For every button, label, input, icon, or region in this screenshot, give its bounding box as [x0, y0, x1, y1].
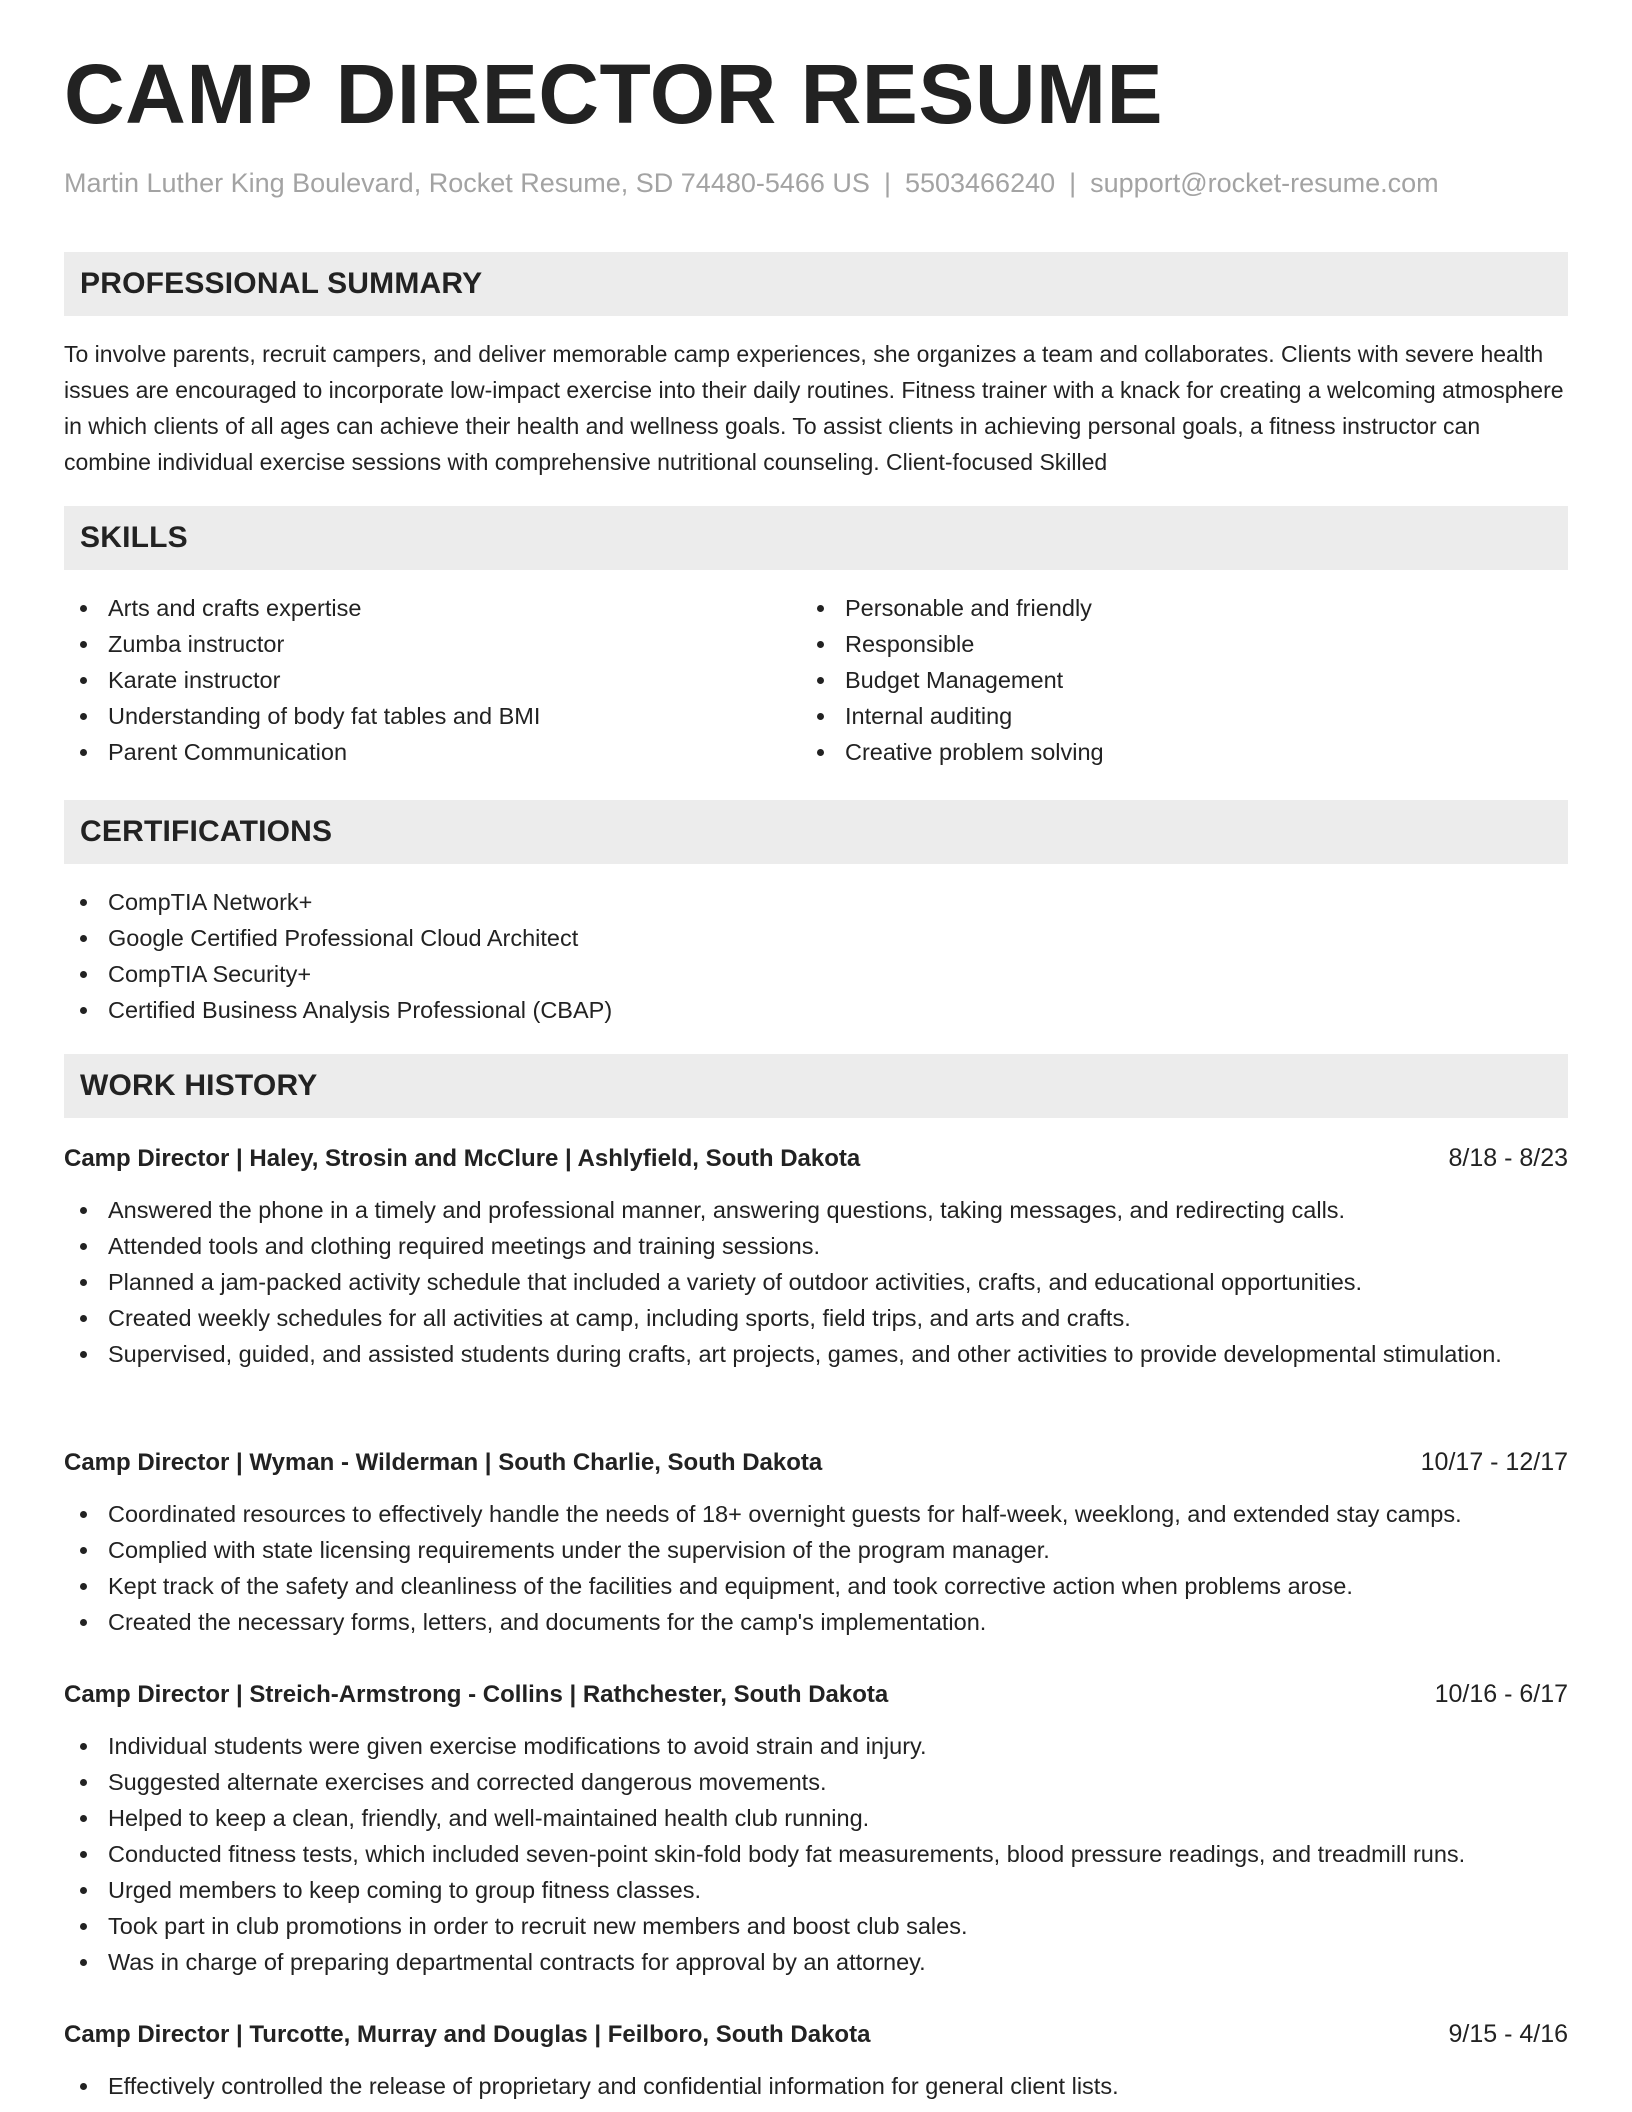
- skill-item: Parent Communication: [64, 734, 804, 770]
- skill-item: Creative problem solving: [801, 734, 1541, 770]
- job-bullet: Effectively controlled the release of proprietary and confidential information for general client lists.: [64, 2068, 1568, 2104]
- job-title: Camp Director | Haley, Strosin and McClure | Ashlyfield, South Dakota: [64, 1145, 861, 1172]
- job-header: [64, 2016, 1568, 2052]
- job-title: Camp Director | Streich-Armstrong - Collins | Rathchester, South Dakota: [64, 1681, 889, 1708]
- job-dates: 8/18 - 8/23: [1448, 1144, 1568, 1172]
- contact-phone: 5503466240: [904, 168, 1056, 198]
- job-bullet: Individual students were given exercise modifications to avoid strain and injury.: [64, 1728, 1568, 1764]
- job-bullet: Planned a jam-packed activity schedule that included a variety of outdoor activities, crafts, and educational opportunities.: [64, 1264, 1568, 1300]
- job-bullet: Kept track of the safety and cleanliness of the facilities and equipment, and took corrective action when problems arose.: [64, 1568, 1568, 1604]
- job-bullet: Took part in club promotions in order to recruit new members and boost club sales.: [64, 1908, 1568, 1944]
- job-bullet: Complied with state licensing requirements under the supervision of the program manager.: [64, 1532, 1568, 1568]
- job-entry: [64, 1140, 1568, 1372]
- job-header: [64, 1676, 1568, 1712]
- certification-item: Certified Business Analysis Professional (CBAP): [64, 992, 1568, 1028]
- skill-item: Karate instructor: [64, 662, 804, 698]
- skill-item: Understanding of body fat tables and BMI: [64, 698, 804, 734]
- job-dates: 10/17 - 12/17: [1420, 1448, 1568, 1476]
- contact-address: Martin Luther King Boulevard, Rocket Resume, SD 74480-5466 US: [64, 168, 870, 198]
- resume-title: CAMP DIRECTOR RESUME: [64, 47, 1164, 141]
- skill-item: Responsible: [801, 626, 1541, 662]
- job-bullets: [64, 2068, 1568, 2104]
- certification-item: Google Certified Professional Cloud Architect: [64, 920, 1568, 956]
- job-bullet: Created the necessary forms, letters, and documents for the camp's implementation.: [64, 1604, 1568, 1640]
- job-bullet: Attended tools and clothing required meetings and training sessions.: [64, 1228, 1568, 1264]
- job-dates: 10/16 - 6/17: [1434, 1680, 1568, 1708]
- job-bullet: Helped to keep a clean, friendly, and well-maintained health club running.: [64, 1800, 1568, 1836]
- job-bullet: Was in charge of preparing departmental contracts for approval by an attorney.: [64, 1944, 1568, 1980]
- job-bullet: Created weekly schedules for all activities at camp, including sports, field trips, and arts and crafts.: [64, 1300, 1568, 1336]
- skill-item: Personable and friendly: [801, 590, 1541, 626]
- job-title: Camp Director | Turcotte, Murray and Douglas | Feilboro, South Dakota: [64, 2021, 871, 2048]
- job-bullet: Suggested alternate exercises and corrected dangerous movements.: [64, 1764, 1568, 1800]
- section-header-work-history: WORK HISTORY: [64, 1054, 1568, 1118]
- job-bullet: Conducted fitness tests, which included seven-point skin-fold body fat measurements, blood pressure readings, and treadmill runs.: [64, 1836, 1568, 1872]
- job-bullet: Urged members to keep coming to group fitness classes.: [64, 1872, 1568, 1908]
- skills-list-left: [64, 590, 804, 770]
- skill-item: Zumba instructor: [64, 626, 804, 662]
- job-entry: [64, 1444, 1568, 1640]
- job-dates: 9/15 - 4/16: [1448, 2020, 1568, 2048]
- job-entry: [64, 1676, 1568, 1980]
- summary-text: To involve parents, recruit campers, and deliver memorable camp experiences, she organizes a team and collaborates. Clients with severe health issues are encouraged to incorporate low-impact exercise into their daily routines. Fitness trainer with a knack for creating a welcoming atmosphere in which clients of all ages can achieve their health and wellness goals. To assist clients in achieving personal goals, a fitness instructor can combine individual exercise sessions with comprehensive nutritional counseling. Client-focused Skilled: [64, 341, 1564, 475]
- contact-separator: |: [883, 168, 891, 198]
- contact-line: [64, 168, 1439, 199]
- job-header: [64, 1444, 1568, 1480]
- job-entry: [64, 2016, 1568, 2104]
- job-bullets: [64, 1192, 1568, 1372]
- job-bullet: Coordinated resources to effectively handle the needs of 18+ overnight guests for half-week, weeklong, and extended stay camps.: [64, 1496, 1568, 1532]
- job-header: [64, 1140, 1568, 1176]
- job-bullets: [64, 1496, 1568, 1640]
- contact-separator: |: [1069, 168, 1077, 198]
- certification-item: CompTIA Network+: [64, 884, 1568, 920]
- skill-item: Budget Management: [801, 662, 1541, 698]
- skill-item: Arts and crafts expertise: [64, 590, 804, 626]
- job-bullet: Answered the phone in a timely and professional manner, answering questions, taking messages, and redirecting calls.: [64, 1192, 1568, 1228]
- job-bullets: [64, 1728, 1568, 1980]
- section-header-skills: SKILLS: [64, 506, 1568, 570]
- contact-email: support@rocket-resume.com: [1090, 168, 1439, 198]
- job-bullet: Supervised, guided, and assisted students during crafts, art projects, games, and other activities to provide developmental stimulation.: [64, 1336, 1568, 1372]
- certifications-list: [64, 884, 1568, 1028]
- section-header-certifications: CERTIFICATIONS: [64, 800, 1568, 864]
- certification-item: CompTIA Security+: [64, 956, 1568, 992]
- skill-item: Internal auditing: [801, 698, 1541, 734]
- skills-list-right: [801, 590, 1541, 770]
- section-header-professional-summary: PROFESSIONAL SUMMARY: [64, 252, 1568, 316]
- job-title: Camp Director | Wyman - Wilderman | South Charlie, South Dakota: [64, 1449, 823, 1476]
